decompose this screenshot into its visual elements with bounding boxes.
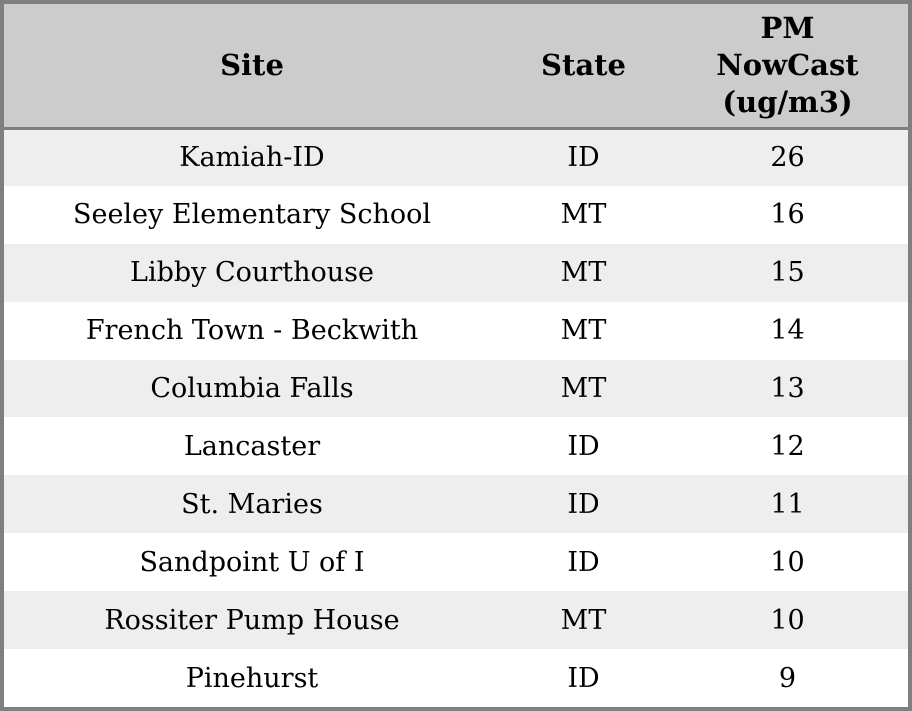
cell-state: MT [500,186,667,244]
cell-state: MT [500,244,667,302]
cell-state: ID [500,475,667,533]
cell-site: Rossiter Pump House [4,591,500,649]
cell-site: Libby Courthouse [4,244,500,302]
cell-value: 26 [667,128,908,186]
pm-nowcast-table [4,4,908,707]
column-header-pm-nowcast-label: PM NowCast (ug/m3) [716,11,859,119]
cell-value: 9 [667,649,908,707]
column-header-state: State [500,4,667,128]
table-row [4,360,908,418]
cell-value: 10 [667,533,908,591]
cell-value: 16 [667,186,908,244]
cell-value: 15 [667,244,908,302]
cell-value: 13 [667,360,908,418]
cell-value: 14 [667,302,908,360]
cell-site: Pinehurst [4,649,500,707]
table-row [4,649,908,707]
table-row [4,302,908,360]
cell-state: ID [500,128,667,186]
table-row [4,186,908,244]
cell-value: 11 [667,475,908,533]
table-body [4,128,908,707]
cell-state: MT [500,591,667,649]
cell-site: Columbia Falls [4,360,500,418]
header-row [4,4,908,128]
table-row [4,417,908,475]
cell-state: ID [500,649,667,707]
cell-site: Seeley Elementary School [4,186,500,244]
cell-site: Kamiah-ID [4,128,500,186]
column-header-pm-nowcast [667,4,908,128]
cell-value: 10 [667,591,908,649]
cell-state: MT [500,302,667,360]
column-header-site: Site [4,4,500,128]
cell-site: Lancaster [4,417,500,475]
table-row [4,591,908,649]
cell-state: ID [500,417,667,475]
table-row [4,475,908,533]
cell-site: Sandpoint U of I [4,533,500,591]
table-row [4,244,908,302]
cell-value: 12 [667,417,908,475]
cell-site: French Town - Beckwith [4,302,500,360]
cell-site: St. Maries [4,475,500,533]
cell-state: MT [500,360,667,418]
cell-state: ID [500,533,667,591]
table-row [4,128,908,186]
table-row [4,533,908,591]
table-header [4,4,908,128]
